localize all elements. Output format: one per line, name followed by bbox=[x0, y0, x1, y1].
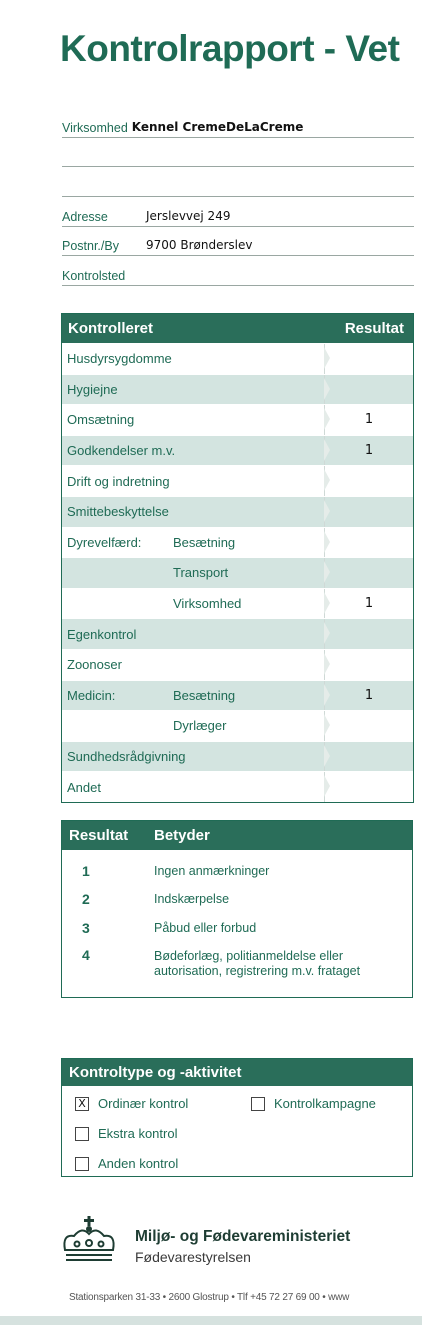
legend-number: 3 bbox=[82, 920, 90, 936]
kontrol-row-name: Godkendelser m.v. bbox=[67, 443, 176, 459]
row-arrow-icon bbox=[324, 745, 330, 767]
kontrol-row-name: Drift og indretning bbox=[67, 473, 170, 489]
kontrol-row-result bbox=[324, 558, 413, 588]
row-arrow-icon bbox=[324, 653, 330, 675]
kontrol-row-result bbox=[324, 711, 413, 741]
resultat-legend bbox=[61, 820, 413, 998]
row-arrow-icon bbox=[324, 775, 330, 797]
kontrol-row-name: Omsætning bbox=[67, 412, 135, 428]
kontrol-row-name: Smittebeskyttelse bbox=[67, 504, 169, 520]
kontrol-row-sub: Virksomhed bbox=[173, 596, 242, 612]
agency-name: Fødevarestyrelsen bbox=[135, 1249, 251, 1265]
legend-text: Ingen anmærkninger bbox=[154, 864, 270, 878]
kontrol-row-name: Medicin: bbox=[67, 687, 116, 703]
kontrol-row-name: Sundhedsrådgivning bbox=[67, 749, 186, 765]
row-arrow-icon bbox=[324, 439, 330, 461]
kontrol-row bbox=[62, 741, 413, 772]
kontrol-row bbox=[62, 465, 413, 496]
kontrolkampagne-label: Kontrolkampagne bbox=[274, 1096, 376, 1111]
anden-kontrol-checkbox[interactable] bbox=[75, 1156, 178, 1171]
kontrol-row bbox=[62, 588, 413, 619]
postnr-value: 9700 Brønderslev bbox=[146, 238, 253, 252]
kontrol-table-header bbox=[62, 314, 413, 343]
row-arrow-icon bbox=[324, 378, 330, 400]
row-arrow-icon bbox=[324, 592, 330, 614]
kontrol-row-name: Egenkontrol bbox=[67, 626, 137, 642]
legend-header-resultat: Resultat bbox=[69, 827, 129, 844]
checkbox-box[interactable] bbox=[251, 1097, 265, 1111]
kontrol-row-result bbox=[324, 772, 413, 802]
kontrol-row-result bbox=[324, 742, 413, 772]
kontrol-row-name: Andet bbox=[67, 779, 101, 795]
adresse-field bbox=[62, 204, 414, 227]
anden-kontrol-label: Anden kontrol bbox=[98, 1156, 179, 1171]
row-arrow-icon bbox=[324, 500, 330, 522]
kontrol-row-name: Husdyrsygdomme bbox=[67, 351, 172, 367]
kontrol-row-name: Dyrevelfærd: bbox=[67, 534, 142, 550]
kontrol-row bbox=[62, 557, 413, 588]
footer-address: Stationsparken 31-33 • 2600 Glostrup • Tlf +45 72 27 69 00 • www bbox=[69, 1292, 350, 1303]
legend-header-betyder: Betyder bbox=[154, 827, 210, 844]
kontrol-row-name: Zoonoser bbox=[67, 657, 122, 673]
kontrol-row bbox=[62, 404, 413, 435]
bottom-bar bbox=[0, 1316, 422, 1325]
kontrol-row-result: 1 bbox=[324, 681, 413, 711]
kontroltype-header: Kontroltype og -aktivitet bbox=[62, 1059, 412, 1086]
kontrol-row bbox=[62, 527, 413, 558]
kontrol-row bbox=[62, 496, 413, 527]
legend-text: Indskærpelse bbox=[154, 892, 230, 906]
postnr-field bbox=[62, 233, 414, 256]
header-kontrolleret: Kontrolleret bbox=[68, 320, 154, 337]
checkbox-box[interactable] bbox=[75, 1157, 89, 1171]
row-arrow-icon bbox=[324, 469, 330, 491]
kontrol-row bbox=[62, 374, 413, 405]
row-arrow-icon bbox=[324, 531, 330, 553]
kontrol-row-result bbox=[324, 650, 413, 680]
kontrol-row bbox=[62, 618, 413, 649]
kontrol-row bbox=[62, 710, 413, 741]
blank-line-1 bbox=[62, 144, 414, 167]
row-arrow-icon bbox=[324, 714, 330, 736]
virksomhed-field bbox=[62, 115, 414, 138]
blank-line-2 bbox=[62, 174, 414, 197]
kontrol-row-result bbox=[324, 497, 413, 527]
kontrol-row-result bbox=[324, 528, 413, 558]
kontrol-row-result bbox=[324, 619, 413, 649]
ekstra-kontrol-checkbox[interactable] bbox=[75, 1126, 177, 1141]
kontrol-row bbox=[62, 435, 413, 466]
row-arrow-icon bbox=[324, 347, 330, 369]
kontrol-row bbox=[62, 343, 413, 374]
crown-logo-icon bbox=[60, 1214, 118, 1268]
row-arrow-icon bbox=[324, 408, 330, 430]
report-title: Kontrolrapport - Vet bbox=[60, 28, 400, 69]
virksomhed-label: Virksomhed bbox=[62, 121, 128, 135]
row-arrow-icon bbox=[324, 622, 330, 644]
postnr-label: Postnr./By bbox=[62, 239, 119, 253]
kontrol-row-sub: Besætning bbox=[173, 534, 236, 550]
kontrol-row-result: 1 bbox=[324, 405, 413, 435]
legend-number: 1 bbox=[82, 863, 90, 879]
checkbox-mark[interactable]: X bbox=[75, 1097, 89, 1111]
checkbox-box[interactable] bbox=[75, 1127, 89, 1141]
kontrol-row-result: 1 bbox=[324, 436, 413, 466]
kontrolsted-field bbox=[62, 263, 414, 286]
kontrol-row-result: 1 bbox=[324, 589, 413, 619]
adresse-label: Adresse bbox=[62, 210, 108, 224]
kontrol-row bbox=[62, 680, 413, 711]
kontrol-row-result bbox=[324, 375, 413, 405]
legend-number: 4 bbox=[82, 947, 90, 963]
kontrol-table bbox=[61, 313, 414, 803]
kontrol-row-name: Hygiejne bbox=[67, 381, 118, 397]
kontrol-row-sub: Dyrlæger bbox=[173, 718, 227, 734]
row-arrow-icon bbox=[324, 684, 330, 706]
legend-text: Påbud eller forbud bbox=[154, 921, 257, 935]
kontrolkampagne-checkbox[interactable] bbox=[251, 1096, 376, 1111]
kontrol-row-result bbox=[324, 344, 413, 374]
kontrol-row-sub: Transport bbox=[173, 565, 229, 581]
legend-text: Bødeforlæg, politianmeldelse eller autorisation, registrering m.v. frataget bbox=[154, 949, 361, 978]
kontrol-row bbox=[62, 771, 413, 802]
adresse-value: Jerslevvej 249 bbox=[146, 209, 231, 223]
ordinaer-kontrol-label: Ordinær kontrol bbox=[98, 1096, 189, 1111]
kontroltype-box bbox=[61, 1058, 413, 1177]
kontrol-row-result bbox=[324, 466, 413, 496]
virksomhed-value: Kennel CremeDeLaCreme bbox=[131, 120, 304, 134]
header-resultat: Resultat bbox=[344, 320, 404, 337]
kontrol-row-sub: Besætning bbox=[173, 687, 236, 703]
ekstra-kontrol-label: Ekstra kontrol bbox=[98, 1126, 178, 1141]
ordinaer-kontrol-checkbox[interactable] bbox=[75, 1096, 188, 1111]
legend-number: 2 bbox=[82, 891, 90, 907]
row-arrow-icon bbox=[324, 561, 330, 583]
legend-header bbox=[62, 821, 412, 850]
kontrolsted-label: Kontrolsted bbox=[62, 269, 126, 283]
kontrol-row bbox=[62, 649, 413, 680]
ministry-name: Miljø- og Fødevareministeriet bbox=[135, 1228, 351, 1245]
